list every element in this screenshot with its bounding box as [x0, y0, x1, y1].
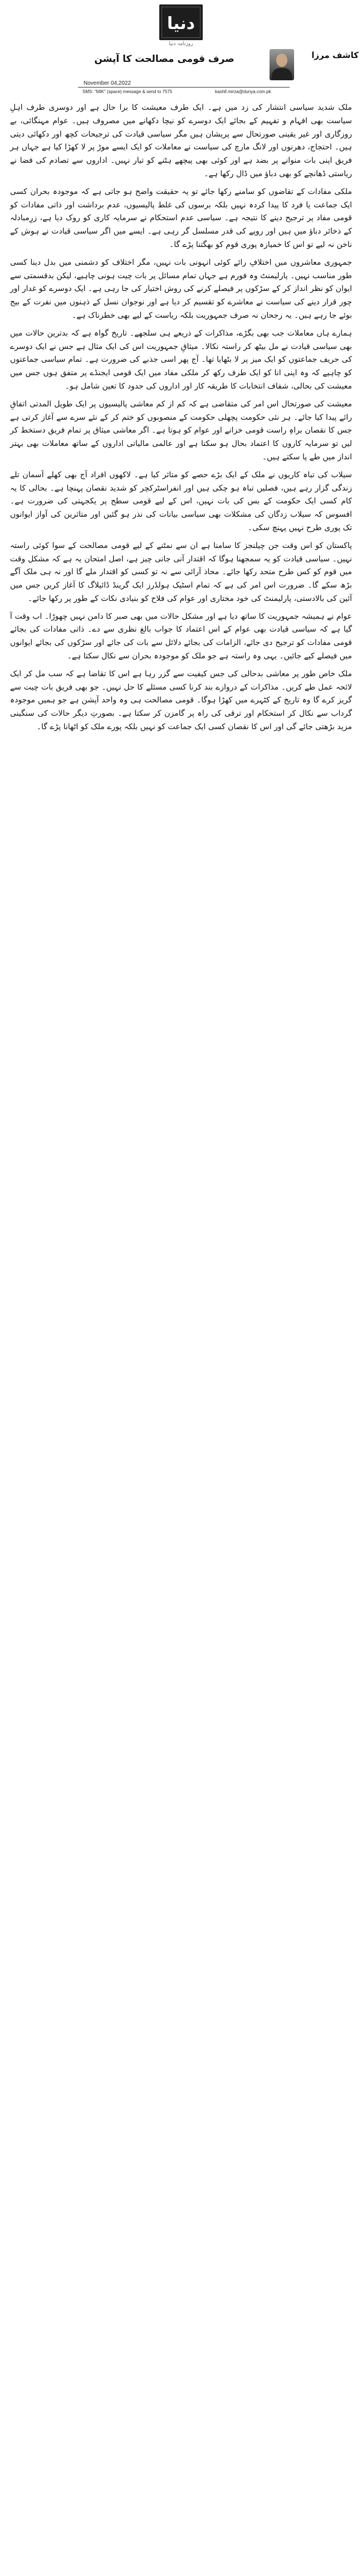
article-paragraph: ملک شدید سیاسی انتشار کی زد میں ہے۔ ایک طرف معیشت کا برا حال ہے اور دوسری طرف اہلِ سیاست بھی افہام و تفہیم کے بجائے ایک دوسرے کو نیچا دکھانے میں مصروف ہیں۔ عوام مہنگائی، بے روزگاری اور غیر یقینی صورتحال سے پریشان ہیں مگر سیاسی قیادت کی ترجیحات کچھ اور دکھائی دیتی ہیں۔ احتجاج، دھرنوں اور لانگ مارچ کی سیاست نے معاملات کو ایک ایسے موڑ پر لا کھڑا کیا ہے جہاں ہر فریق اپنی بات منوانے پر بضد ہے اور کوئی بھی پیچھے ہٹنے کو تیار نہیں۔ اداروں سے تصادم کی فضا نے ریاستی ڈھانچے کو بھی دباؤ میں ڈال رکھا ہے۔ — [10, 103, 352, 178]
author-avatar — [270, 49, 294, 80]
logo-text: دنیا — [167, 14, 195, 33]
publish-date: November 04,2022 — [84, 80, 131, 86]
article-paragraph: پاکستان کو اس وقت جن چیلنجز کا سامنا ہے ان سے نمٹنے کے لیے قومی مصالحت کے سوا کوئی راستہ نہیں۔ سیاسی قیادت کو یہ سمجھنا ہوگا کہ اقتدار آنی جانی چیز ہے، اصل امتحان یہ ہے کہ مشکل وقت میں قوم کو کس طرح متحد رکھا جائے۔ محاذ آرائی سے نہ تو کسی کو اقتدار ملے گا اور نہ ہی ملک آگے بڑھ سکے گا۔ ضرورت اس امر کی ہے کہ تمام اسٹیک ہولڈرز ایک گرینڈ ڈائیلاگ کا آغاز کریں جس میں آئین کی بالادستی، پارلیمنٹ کی خود مختاری اور عوام کی فلاح کو بنیادی نکات کے طور پر رکھا جائے۔ — [10, 541, 352, 603]
author-name: کاشف مرزا — [311, 50, 359, 60]
dunya-logo-icon — [163, 8, 199, 37]
article-paragraph: ملک خاص طور پر معاشی بدحالی کی جس کیفیت سے گزر رہا ہے اس کا تقاضا ہے کہ سب مل کر ایک لائحہ عمل طے کریں۔ مذاکرات کے دروازے بند کرنا کسی مسئلے کا حل نہیں۔ جو بھی فریق بات چیت سے گریز کرے گا وہ تاریخ کے کٹہرے میں کھڑا ہوگا۔ قومی مصالحت ہی وہ واحد آپشن ہے جو ہمیں موجودہ گرداب سے نکال کر استحکام اور ترقی کی راہ پر گامزن کر سکتا ہے۔ بصورتِ دیگر حالات کی سنگینی مزید بڑھتی جائے گی اور اس کا نقصان کسی ایک جماعت کو نہیں بلکہ پورے ملک کو اٹھانا پڑے گا۔ — [10, 669, 352, 732]
article-paragraph: جمہوری معاشروں میں اختلافِ رائے کوئی انہونی بات نہیں، مگر اختلاف کو دشمنی میں بدل دینا کسی طور مناسب نہیں۔ پارلیمنٹ وہ فورم ہے جہاں تمام مسائل پر بات چیت ہونی چاہیے، لیکن بدقسمتی سے ایوان کو نظر انداز کر کے سڑکوں پر فیصلے کرنے کی روش اختیار کی جا رہی ہے۔ ایک دوسرے کو غدار اور چور قرار دینے کی سیاست نے معاشرے کو تقسیم کر دیا ہے اور نوجوان نسل کے ذہنوں میں نفرت کے بیج بوئے جا رہے ہیں۔ یہ رجحان نہ صرف جمہوریت بلکہ ریاست کے لیے بھی خطرناک ہے۔ — [10, 258, 352, 320]
article-paragraph: سیلاب کی تباہ کاریوں نے ملک کے ایک بڑے حصے کو متاثر کیا ہے۔ لاکھوں افراد آج بھی کھلے آسمان تلے زندگی گزار رہے ہیں، فصلیں تباہ ہو چکی ہیں اور انفراسٹرکچر کو شدید نقصان پہنچا ہے۔ بحالی کا یہ کام کسی ایک حکومت کے بس کی بات نہیں، اس کے لیے قومی سطح پر یکجہتی کی ضرورت ہے۔ افسوس کہ سیلاب زدگان کی مشکلات بھی سیاسی بیانات کی نذر ہو گئیں اور متاثرین کی آواز ایوانوں تک پوری طرح نہیں پہنچ سکی۔ — [10, 470, 352, 532]
article-paragraph: معیشت کی صورتحال اس امر کی متقاضی ہے کہ کم از کم معاشی پالیسیوں پر ایک طویل المدتی اتفاقِ رائے پیدا کیا جائے۔ ہر نئی حکومت پچھلی حکومت کے منصوبوں کو ختم کر کے نئے سرے سے آغاز کرتی ہے جس کا نقصان براہِ راست قومی خزانے اور عوام کو ہوتا ہے۔ اگر معاشی میثاق پر تمام فریق دستخط کر لیں تو سرمایہ کاروں کا اعتماد بحال ہو سکتا ہے اور عالمی مالیاتی اداروں کے ساتھ معاملات بھی بہتر انداز میں طے پا سکتے ہیں۔ — [10, 399, 352, 462]
newspaper-subtitle: روزنامہ دنیا — [169, 41, 193, 47]
column-headline: صرف قومی مصالحت کا آپشن — [94, 54, 234, 65]
article-body — [10, 101, 352, 739]
masthead — [0, 0, 362, 98]
article-paragraph: عوام نے ہمیشہ جمہوریت کا ساتھ دیا ہے اور مشکل حالات میں بھی صبر کا دامن نہیں چھوڑا۔ اب وقت آ گیا ہے کہ سیاسی قیادت بھی عوام کے اس اعتماد کا جواب بالغ نظری سے دے۔ ذاتی مفادات کی بجائے قومی مفادات کو ترجیح دی جائے، الزامات کی بجائے دلائل سے بات کی جائے اور سڑکوں کی بجائے ایوانوں میں فیصلے کیے جائیں۔ یہی وہ راستہ ہے جو ملک کو موجودہ بحران سے نکال سکتا ہے۔ — [10, 612, 352, 661]
author-email[interactable]: kashif.mirza@dunya.com.pk — [215, 89, 271, 94]
newspaper-logo — [159, 4, 203, 40]
header-divider — [78, 87, 290, 88]
article-paragraph: ملکی مفادات کے تقاضوں کو سامنے رکھا جائے تو یہ حقیقت واضح ہو جاتی ہے کہ موجودہ بحران کسی ایک جماعت یا فرد کا پیدا کردہ نہیں بلکہ برسوں کی غلط پالیسیوں، عدم برداشت اور ذاتی مفادات کو قومی مفاد پر ترجیح دینے کا نتیجہ ہے۔ سیاسی عدم استحکام نے سرمایہ کاری کو روک دیا ہے، زرِمبادلہ کے ذخائر دباؤ میں ہیں اور روپے کی قدر مسلسل گر رہی ہے۔ ایسے میں اگر سیاسی قیادت نے ہوش کے ناخن نہ لیے تو اس کا خمیازہ پوری قوم کو بھگتنا پڑے گا۔ — [10, 187, 352, 249]
sms-instructions: SMS: "MIK" (space) message & send to 7575 — [82, 89, 173, 94]
article-paragraph: ہمارے ہاں معاملات جب بھی بگڑے، مذاکرات کے ذریعے ہی سلجھے۔ تاریخ گواہ ہے کہ بدترین حالات میں بھی سیاسی قیادت نے مل بیٹھ کر راستہ نکالا۔ میثاقِ جمہوریت اس کی ایک مثال ہے جس نے ایک دوسرے کی حریف جماعتوں کو ایک میز پر لا بٹھایا تھا۔ آج پھر اسی جذبے کی ضرورت ہے۔ تمام سیاسی جماعتوں کو چاہیے کہ وہ اپنی انا کو ایک طرف رکھ کر ملکی مفاد میں ایک قومی ایجنڈے پر متفق ہوں جس میں معیشت کی بحالی، شفاف انتخابات کا طریقہ کار اور اداروں کی حدود کا تعین شامل ہو۔ — [10, 328, 352, 391]
